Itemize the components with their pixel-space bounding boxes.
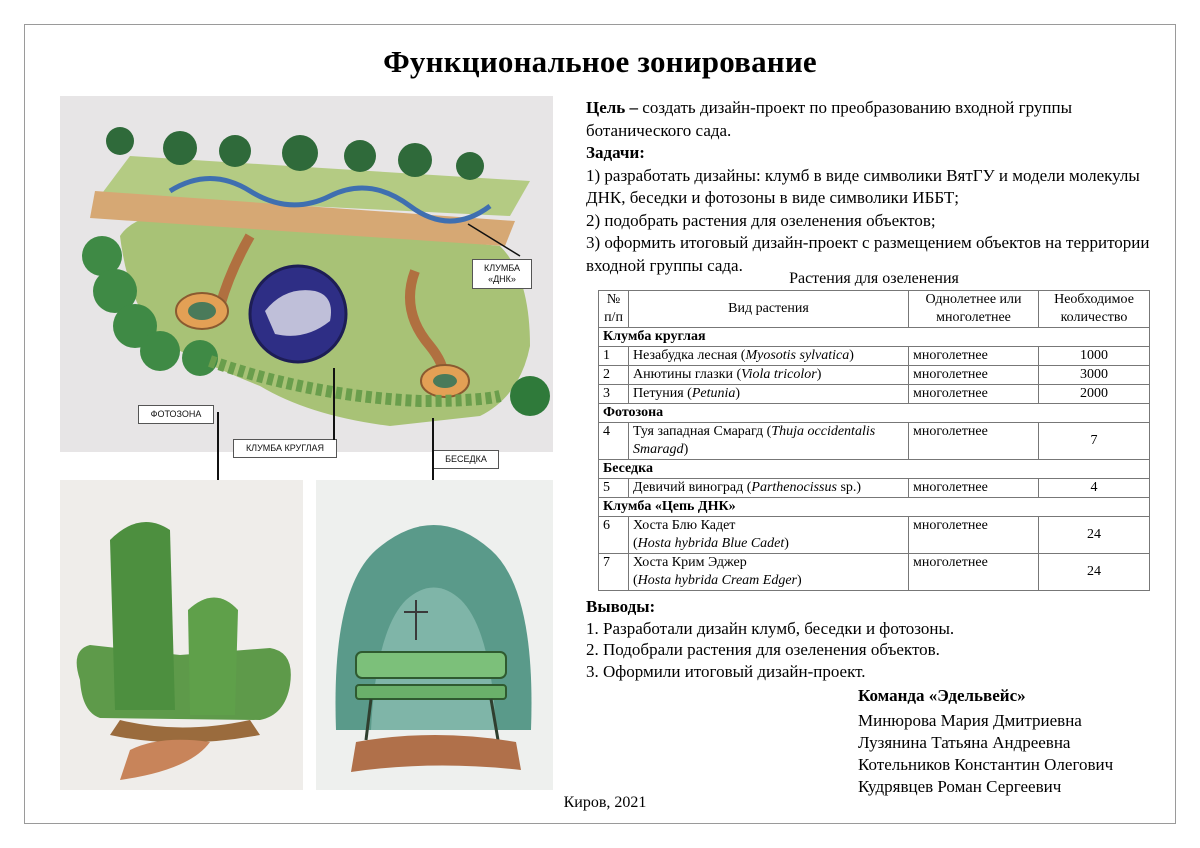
table-row: 3 Петуния (Petunia) многолетнее 2000 bbox=[599, 385, 1150, 404]
pointer-round-bed bbox=[333, 368, 335, 440]
plants-table bbox=[598, 290, 1150, 591]
section-row: Клумба круглая bbox=[599, 328, 1150, 347]
team-member: Лузянина Татьяна Андреевна bbox=[858, 733, 1071, 752]
label-arbor: БЕСЕДКА bbox=[433, 450, 499, 469]
photozone-drawing bbox=[60, 480, 303, 790]
goal-text: создать дизайн-проект по преобразованию входной группы ботанического сада. bbox=[586, 98, 1073, 140]
goal-paragraph bbox=[586, 97, 1156, 142]
task-item: 1) разработать дизайны: клумб в виде символики ВятГУ и модели молекулы ДНК, беседки и фотозоны в виде символики ИББТ; bbox=[586, 165, 1140, 207]
conclusion-item: 3. Оформили итоговый дизайн-проект. bbox=[586, 661, 866, 681]
section-row: Клумба «Цепь ДНК» bbox=[599, 498, 1150, 517]
label-round-bed: КЛУМБА КРУГЛАЯ bbox=[233, 439, 337, 458]
team-block bbox=[858, 685, 1158, 798]
goal-and-tasks bbox=[586, 97, 1156, 277]
team-member: Кудрявцев Роман Сергеевич bbox=[858, 777, 1062, 796]
section-row: Беседка bbox=[599, 460, 1150, 479]
team-member: Котельников Константин Олегович bbox=[858, 755, 1114, 774]
table-header-row bbox=[599, 291, 1150, 328]
table-caption: Растения для озеленения bbox=[789, 270, 959, 287]
label-photozone: ФОТОЗОНА bbox=[138, 405, 214, 424]
pointer-arbor bbox=[432, 418, 434, 480]
page-title: Функциональное зонирование bbox=[383, 44, 817, 79]
task-item: 2) подобрать растения для озеленения объектов; bbox=[586, 210, 936, 230]
table-row: 5 Девичий виноград (Parthenocissus sp.) многолетнее 4 bbox=[599, 479, 1150, 498]
tasks-heading: Задачи: bbox=[586, 143, 645, 162]
table-row: 2 Анютины глазки (Viola tricolor) многолетнее 3000 bbox=[599, 366, 1150, 385]
team-name: Команда «Эдельвейс» bbox=[858, 686, 1026, 705]
table-row: 1 Незабудка лесная (Myosotis sylvatica) многолетнее 1000 bbox=[599, 347, 1150, 366]
goal-label: Цель – bbox=[586, 98, 639, 117]
table-row: 6 Хоста Блю Кадет (Hosta hybrida Blue Cadet) многолетнее 24 bbox=[599, 517, 1150, 554]
section-row: Фотозона bbox=[599, 404, 1150, 423]
task-item: 3) оформить итоговый дизайн-проект с размещением объектов на территории входной группы сада. bbox=[586, 233, 1150, 275]
col-header-species: Вид растения bbox=[629, 291, 909, 328]
conclusion-item: 1. Разработали дизайн клумб, беседки и фотозоны. bbox=[586, 618, 955, 638]
footer-city-year: Киров, 2021 bbox=[563, 794, 647, 811]
table-row: 7 Хоста Крим Эджер (Hosta hybrida Cream Edger) многолетнее 24 bbox=[599, 554, 1150, 591]
conclusion-item: 2. Подобрали растения для озеленения объектов. bbox=[586, 640, 940, 659]
col-header-type: Однолетнее или многолетнее bbox=[909, 291, 1039, 328]
table-row: 4 Туя западная Смарагд (Thuja occidentalis Smaragd) многолетнее 7 bbox=[599, 423, 1150, 460]
col-header-qty: Необходимое количество bbox=[1039, 291, 1150, 328]
col-header-num: № п/п bbox=[599, 291, 629, 328]
pointer-photozone bbox=[217, 412, 219, 480]
conclusions-heading: Выводы: bbox=[586, 597, 656, 616]
conclusions bbox=[586, 596, 1146, 682]
label-dnk-bed: КЛУМБА «ДНК» bbox=[472, 259, 532, 289]
arbor-drawing bbox=[316, 480, 553, 790]
team-member: Минюрова Мария Дмитриевна bbox=[858, 711, 1082, 730]
